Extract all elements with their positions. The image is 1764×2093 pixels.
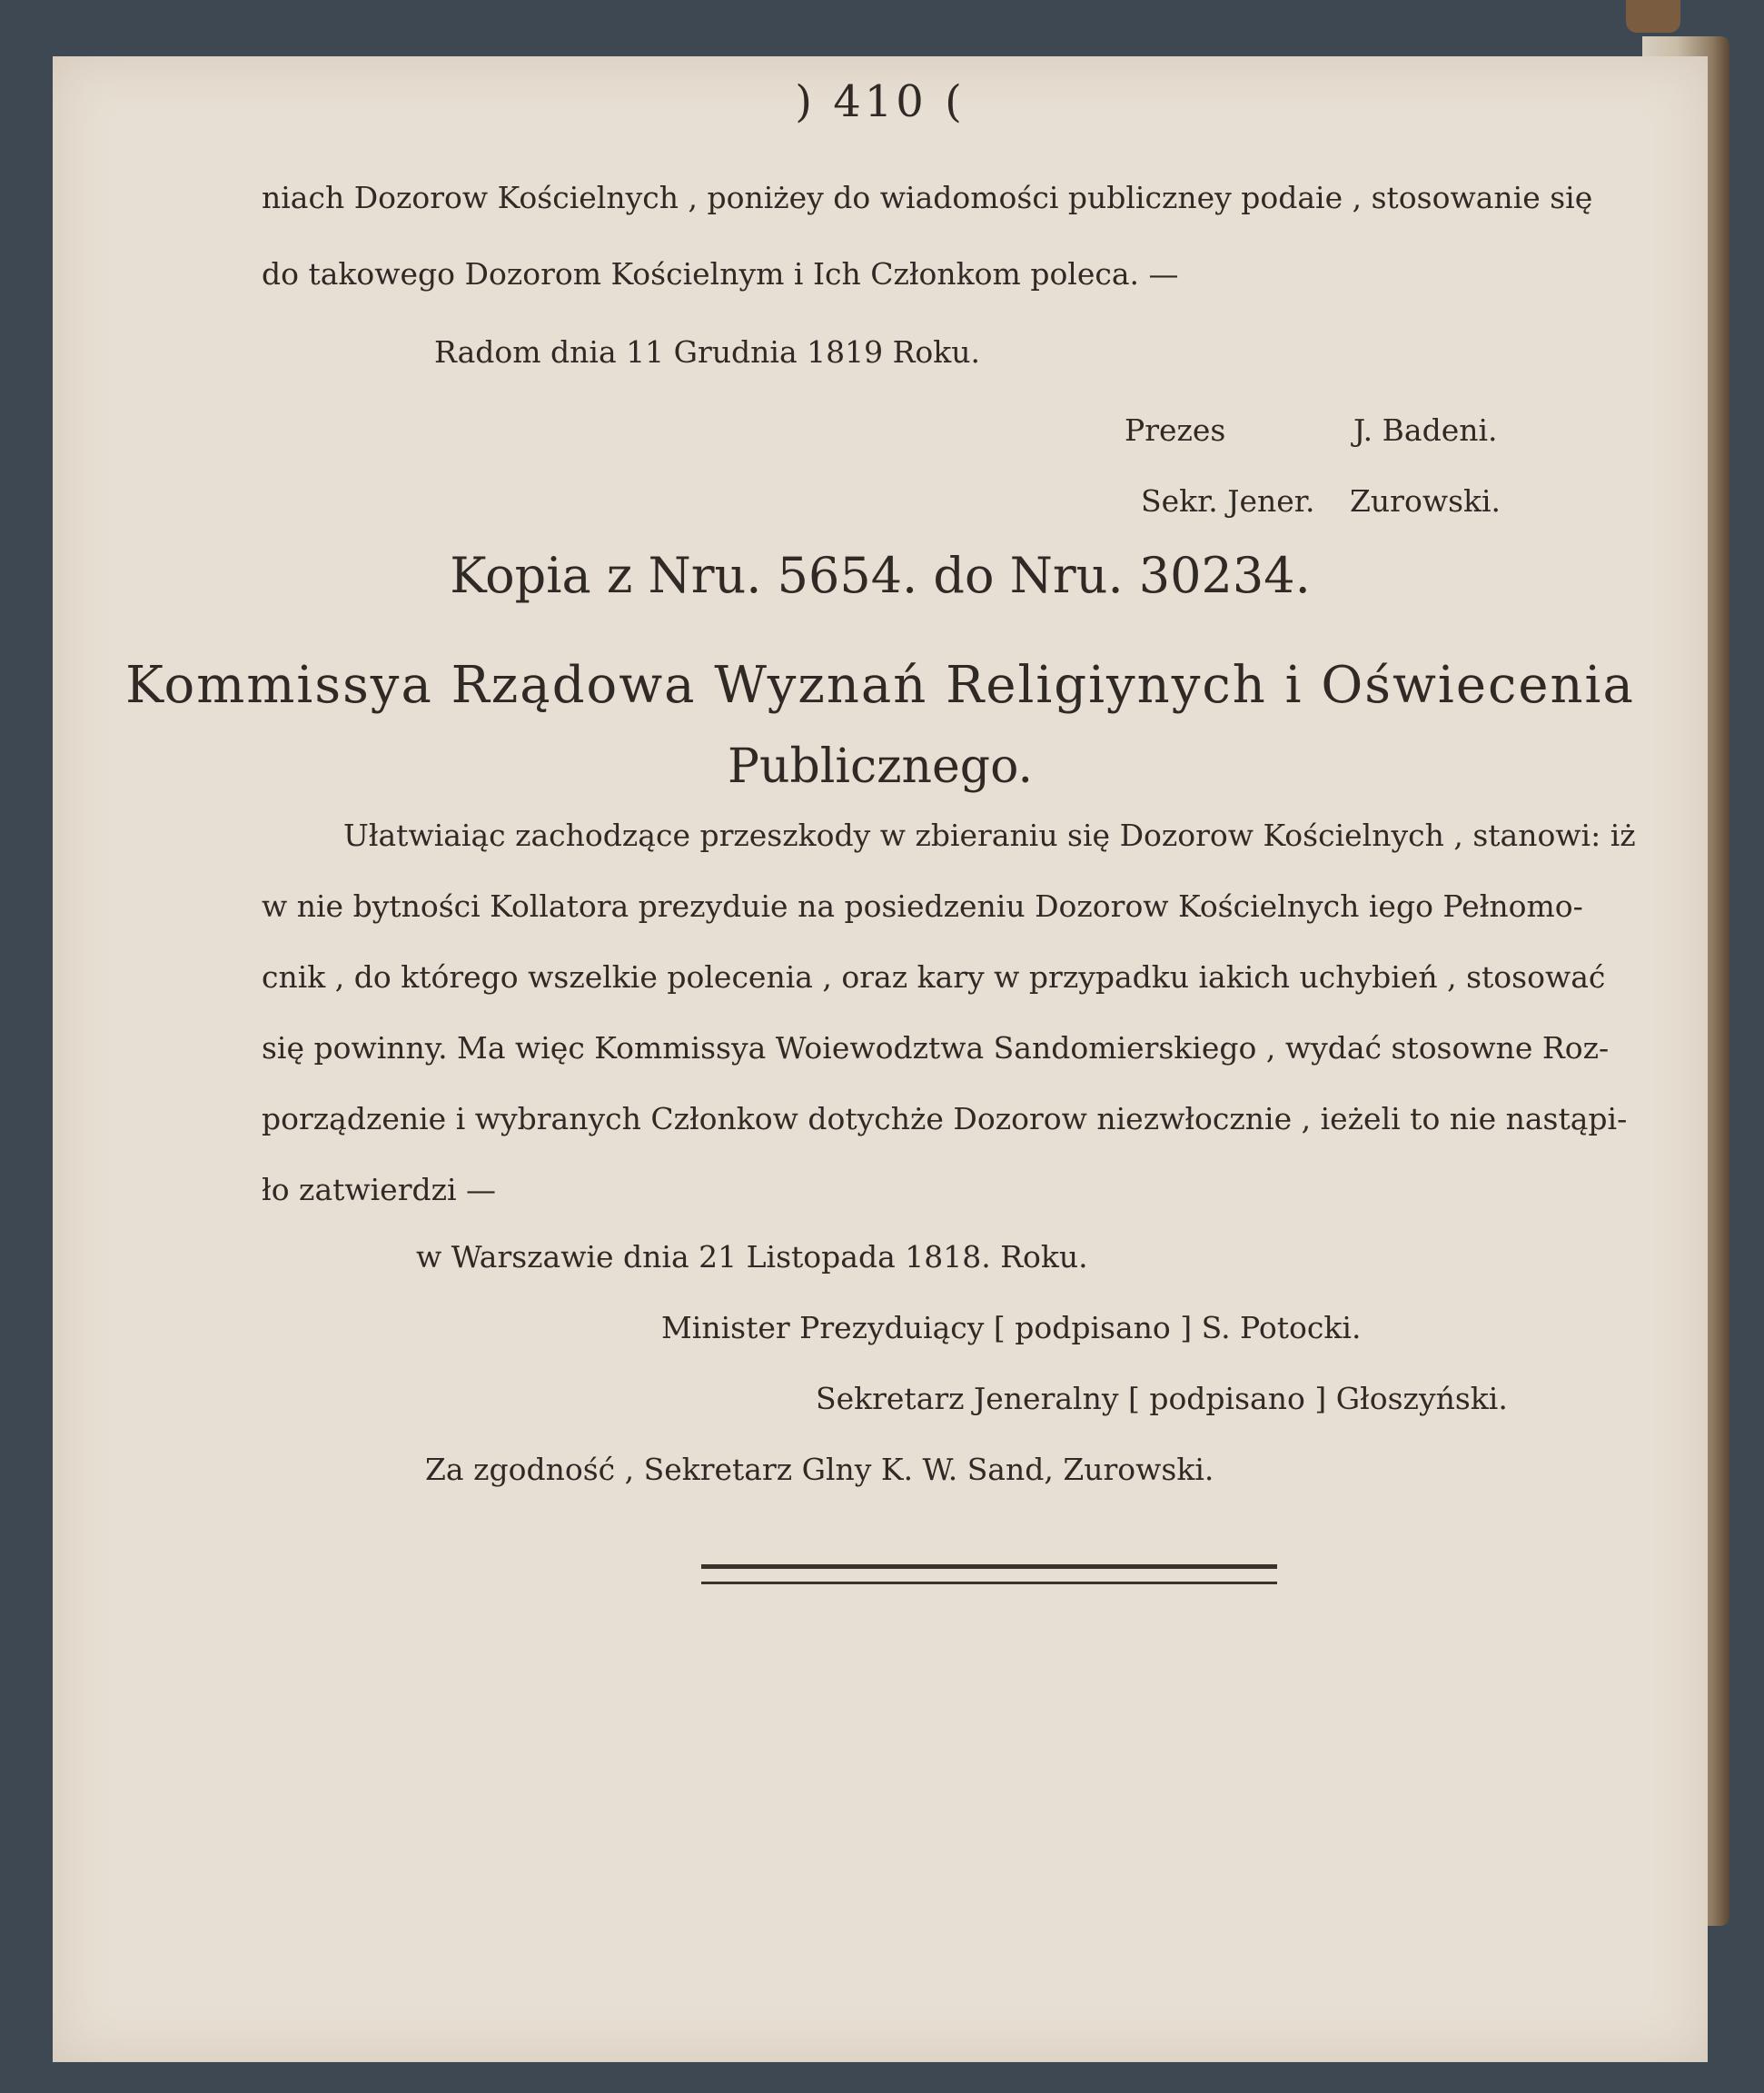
page-number: ) 410 ( — [795, 76, 966, 127]
body-line-6: ło zatwierdzi — — [262, 1172, 497, 1207]
body-line-5: porządzenie i wybranych Członkow dotychże Dozorow niezwłocznie , ieżeli to nie nastąpi- — [262, 1101, 1628, 1136]
book-corner-tab — [1626, 0, 1680, 33]
date-warszawa: w Warszawie dnia 21 Listopada 1818. Roku. — [416, 1239, 1088, 1275]
commission-title-2: Publicznego. — [727, 739, 1034, 794]
body-line-4: się powinny. Ma więc Kommissya Woiewodztwa Sandomierskiego , wydać stosowne Roz- — [262, 1030, 1610, 1066]
document-page — [53, 56, 1708, 2062]
closing-rule — [701, 1564, 1277, 1584]
copy-heading: Kopia z Nru. 5654. do Nru. 30234. — [450, 547, 1311, 604]
prezes-name: J. Badeni. — [1353, 412, 1498, 448]
prezes-title: Prezes — [1125, 412, 1226, 448]
top-paragraph-line-1: niach Dozorow Kościelnych , poniżey do wiadomości publiczney podaie , stosowanie się — [262, 180, 1593, 215]
signature-sekretarz: Sekretarz Jeneralny [ podpisano ] Głoszyński. — [816, 1381, 1508, 1416]
body-line-1: Ułatwiaiąc zachodzące przeszkody w zbieraniu się Dozorow Kościelnych , stanowi: iż — [343, 818, 1636, 853]
commission-title: Kommissya Rządowa Wyznań Religiynych i Oświecenia — [125, 656, 1635, 715]
sekr-title: Sekr. Jener. — [1141, 483, 1315, 519]
body-line-2: w nie bytności Kollatora prezyduie na posiedzeniu Dozorow Kościelnych iego Pełnomo- — [262, 888, 1583, 924]
signature-zgodnosc: Za zgodność , Sekretarz Glny K. W. Sand, Zurowski. — [425, 1452, 1214, 1487]
date-radom: Radom dnia 11 Grudnia 1819 Roku. — [434, 334, 981, 370]
top-paragraph-line-2: do takowego Dozorom Kościelnym i Ich Członkom poleca. — — [262, 256, 1179, 292]
body-line-3: cnik , do którego wszelkie polecenia , oraz kary w przypadku iakich uchybień , stosować — [262, 959, 1606, 995]
sekr-name: Zurowski. — [1350, 483, 1501, 519]
signature-minister: Minister Prezyduiący [ podpisano ] S. Potocki. — [661, 1310, 1362, 1345]
